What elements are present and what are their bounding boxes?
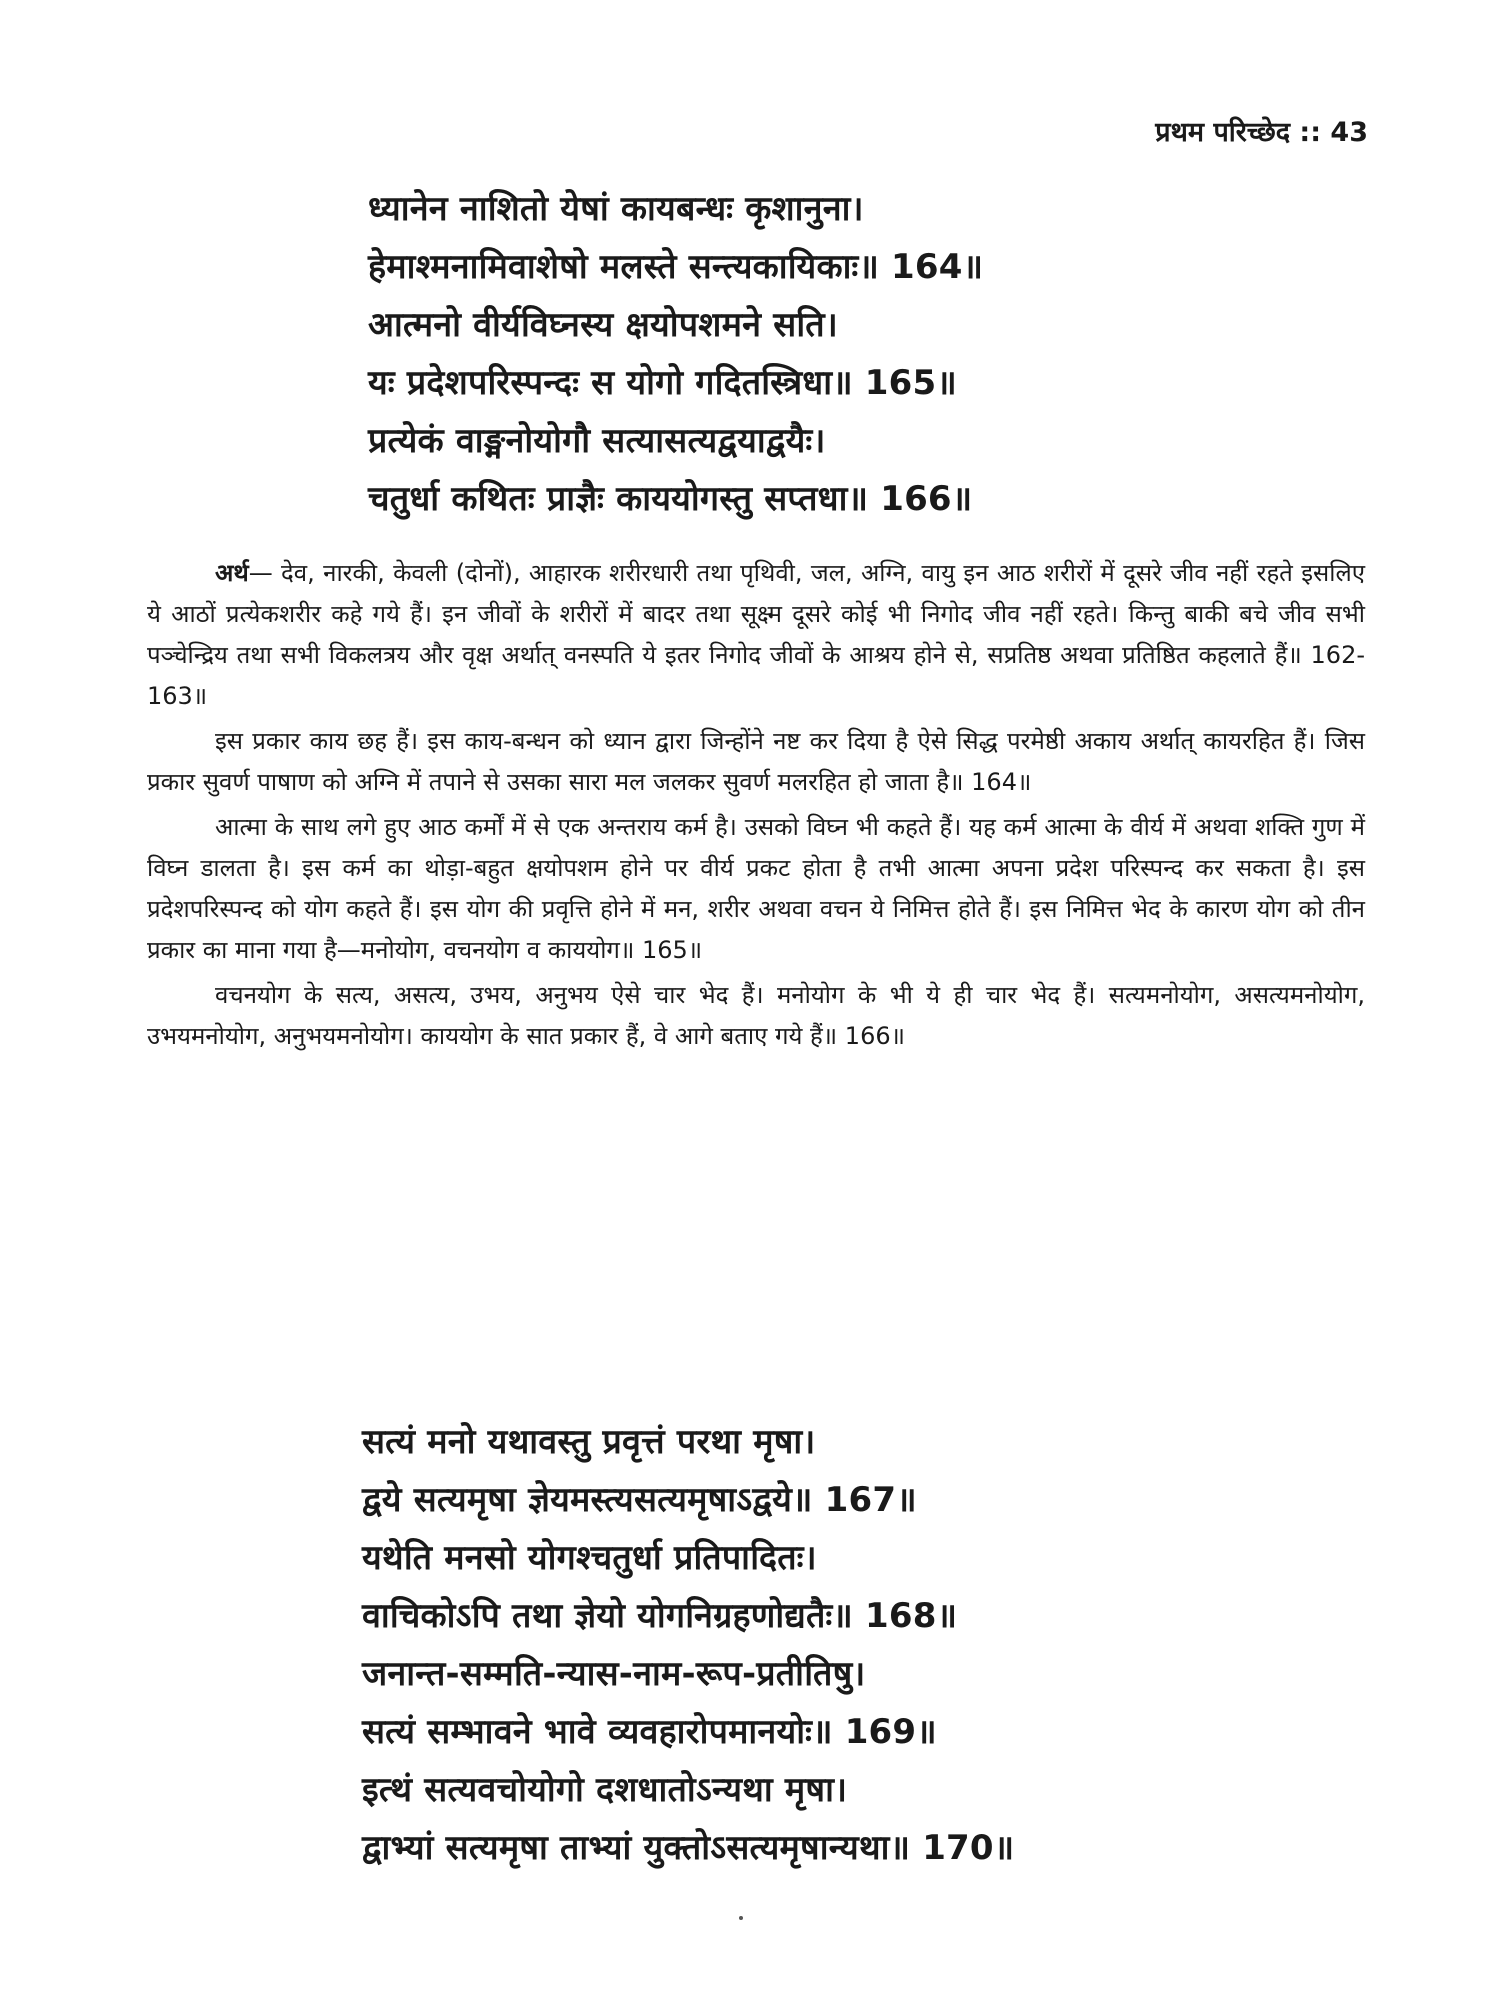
commentary-paragraph: इस प्रकार काय छह हैं। इस काय-बन्धन को ध्यान द्वारा जिन्होंने नष्ट कर दिया है ऐसे सिद्ध परमेष्ठी अकाय अर्थात् कायरहित हैं। जिस प्रकार सुवर्ण पाषाण को अग्नि में तपाने से उसका सारा मल जलकर सुवर्ण मलरहित हो जाता है॥ 164॥ — [147, 727, 1365, 796]
verse-line: इत्थं सत्यवचोयोगो दशधातोऽन्यथा मृषा। — [362, 1770, 848, 1810]
verse-block-bottom — [362, 1413, 1362, 1877]
commentary-paragraph — [147, 553, 1365, 717]
verse-line: जनान्त-सम्मति-न्यास-नाम-रूप-प्रतीतिषु। — [362, 1654, 866, 1694]
verse-line: सत्यं सम्भावने भावे व्यवहारोपमानयोः॥ 169॥ — [362, 1712, 937, 1752]
commentary-paragraph: वचनयोग के सत्य, असत्य, उभय, अनुभय ऐसे चार भेद हैं। मनोयोग के भी ये ही चार भेद हैं। सत्यमनोयोग, असत्यमनोयोग, उभयमनोयोग, अनुभयमनोयोग। काययोग के सात प्रकार हैं, वे आगे बताए गये हैं॥ 166॥ — [147, 981, 1365, 1050]
verse-line: हेमाश्मनामिवाशेषो मलस्ते सन्त्यकायिकाः॥ 164॥ — [368, 247, 984, 287]
commentary-label: अर्थ — [215, 559, 249, 587]
verse-line: आत्मनो वीर्यविघ्नस्य क्षयोपशमने सति। — [368, 305, 838, 345]
commentary — [147, 553, 1365, 1061]
print-speck — [739, 1916, 743, 1920]
verse-line: द्वाभ्यां सत्यमृषा ताभ्यां युक्तोऽसत्यमृषान्यथा॥ 170॥ — [362, 1828, 1015, 1868]
running-header: प्रथम परिच्छेद :: 43 — [1155, 117, 1368, 148]
verse-line: सत्यं मनो यथावस्तु प्रवृत्तं परथा मृषा। — [362, 1422, 816, 1462]
verse-line: द्वये सत्यमृषा ज्ञेयमस्त्यसत्यमृषाऽद्वये॥ 167॥ — [362, 1480, 917, 1520]
verse-line: चतुर्धा कथितः प्राज्ञैः काययोगस्तु सप्तधा॥ 166॥ — [368, 479, 973, 519]
verse-line: यथेति मनसो योगश्चतुर्धा प्रतिपादितः। — [362, 1538, 817, 1578]
verse-line: वाचिकोऽपि तथा ज्ञेयो योगनिग्रहणोद्यतैः॥ 168॥ — [362, 1596, 958, 1636]
commentary-paragraph: आत्मा के साथ लगे हुए आठ कर्मों में से एक अन्तराय कर्म है। उसको विघ्न भी कहते हैं। यह कर्म आत्मा के वीर्य में अथवा शक्ति गुण में विघ्न डालता है। इस कर्म का थोड़ा-बहुत क्षयोपशम होने पर वीर्य प्रकट होता है तभी आत्मा अपना प्रदेश परिस्पन्द कर सकता है। इस प्रदेशपरिस्पन्द को योग कहते हैं। इस योग की प्रवृत्ति होने में मन, शरीर अथवा वचन ये निमित्त होते हैं। इस निमित्त भेद के कारण योग को तीन प्रकार का माना गया है—मनोयोग, वचनयोग व काययोग॥ 165॥ — [147, 813, 1365, 964]
verse-line: प्रत्येकं वाङ्मनोयोगौ सत्यासत्यद्वयाद्वयैः। — [368, 421, 826, 461]
verse-line: ध्यानेन नाशितो येषां कायबन्धः कृशानुना। — [368, 189, 864, 229]
commentary-text: — देव, नारकी, केवली (दोनों), आहारक शरीरधारी तथा पृथिवी, जल, अग्नि, वायु इन आठ शरीरों में दूसरे जीव नहीं रहते इसलिए ये आठों प्रत्येकशरीर कहे गये हैं। इन जीवों के शरीरों में बादर तथा सूक्ष्म दूसरे कोई भी निगोद जीव नहीं रहते। किन्तु बाकी बचे जीव सभी पञ्चेन्द्रिय तथा सभी विकलत्रय और वृक्ष अर्थात् वनस्पति ये इतर निगोद जीवों के आश्रय होने से, सप्रतिष्ठ अथवा प्रतिष्ठित कहलाते हैं॥ 162-163॥ — [147, 559, 1365, 710]
verse-line: यः प्रदेशपरिस्पन्दः स योगो गदितस्त्रिधा॥ 165॥ — [368, 363, 957, 403]
verse-block-top — [368, 180, 1368, 528]
